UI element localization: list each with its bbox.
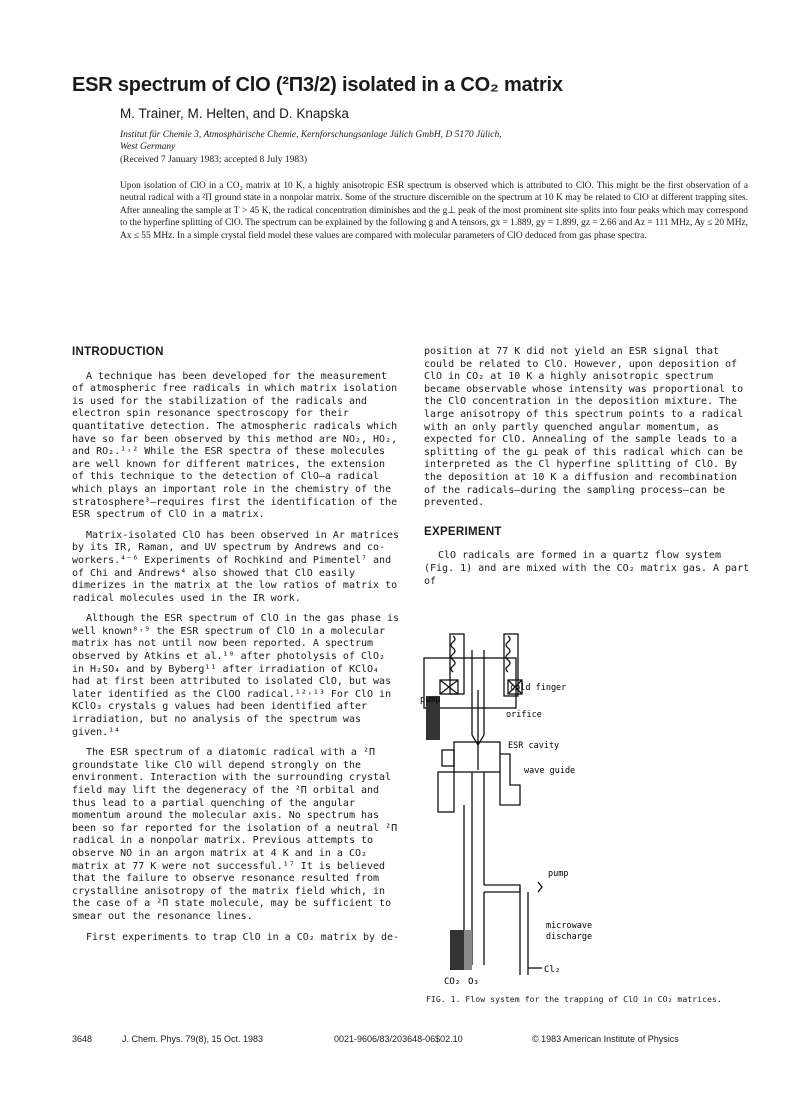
- affiliation-line-2: West Germany: [120, 142, 176, 152]
- intro-paragraph-3: Although the ESR spectrum of ClO in the gas phase is well known⁸˒⁹ the ESR spectrum of ClO in a molecular matrix has not until now been reported. A spectrum observed by Atkins et al.¹⁰ after photolysis of ClO₂ in H₂SO₄ and by Byberg¹¹ after irradiation of KClO₄ had at first been attributed to isolated ClO, but was later identified as the ClOO radical.¹²˒¹³ For ClO in KClO₃ crystals g values had been identified after irradiation, but no analysis of the spectrum was given.¹⁴: [72, 613, 400, 738]
- section-heading-introduction: INTRODUCTION: [72, 346, 164, 358]
- microwave-arrow: [538, 882, 542, 892]
- section-heading-experiment: EXPERIMENT: [424, 525, 502, 538]
- cold-finger-left-coil: [451, 636, 455, 672]
- intro-continued-paragraph: position at 77 K did not yield an ESR signal that could be related to ClO. However, upon deposition of ClO in CO₂ at 10 K a highly anisotropic spectrum became observable whose intensity was proportional to the ClO concentration in the deposition mixture. The large anisotropy of this spectrum points to a radical with an only partly quenched angular momentum, as expected for ClO. Annealing of the sample leads to a splitting of the g⊥ peak of this radical which can be interpreted as the Cl hyperfine splitting of ClO. By the deposition at 10 K a diffusion and recombination of the radicals—during the sampling process—can be prevented.: [424, 346, 744, 509]
- esr-cavity-label: ESR cavity: [508, 741, 560, 751]
- cold-finger-right-coil: [506, 636, 510, 672]
- discharge-label: discharge: [546, 932, 593, 942]
- esr-cavity-port: [442, 750, 454, 766]
- lower-housing: [438, 772, 454, 812]
- pump-right-label: pump: [548, 869, 569, 879]
- cold-finger-label: cold finger: [510, 683, 567, 693]
- paper-title: ESR spectrum of ClO (²Π3/2) isolated in a CO₂ matrix: [72, 74, 563, 96]
- figure-caption: FIG. 1. Flow system for the trapping of ClO in CO₂ matrices.: [426, 994, 722, 1004]
- co2-label: CO₂: [444, 977, 461, 987]
- journal-citation: J. Chem. Phys. 79(8), 15 Oct. 1983: [122, 1034, 264, 1044]
- intro-paragraph-1: A technique has been developed for the measurement of atmospheric free radicals in which matrix isolation is used for the stabilization of the radicals and electron spin resonance spectroscopy for their quantitative detection. The atmospheric radicals which have so far been observed by this method are NO₂, HO₂, and RO₂.¹˒² While the ESR spectra of these molecules are well known for different matrices, the extension of this technique to the detection of ClO—a radical which plays an important role in the chemistry of the stratosphere³—requires first the identification of the ESR spectrum of ClO in a matrix.: [72, 370, 398, 521]
- page-number: 3648: [72, 1034, 93, 1044]
- intro-paragraph-2: Matrix-isolated ClO has been observed in Ar matrices by its IR, Raman, and UV spectrum by Andrews and co-workers.⁴⁻⁶ Experiments of Rochkind and Pimentel⁷ and of Chi and Andrews⁴ also showed that ClO easily dimerizes in the matrix at the low ratios of matrix to radical molecules used in the IR work.: [72, 529, 400, 604]
- pump-left-label: pump: [420, 695, 441, 705]
- o3-label: O₃: [468, 977, 479, 987]
- esr-cavity-body: [454, 742, 500, 772]
- flow-system-figure: [420, 630, 750, 990]
- intro-paragraph-5: First experiments to trap ClO in a CO₂ matrix by de-: [86, 931, 400, 943]
- wave-guide-label: wave guide: [524, 766, 576, 776]
- gas-inlet-hatch-2: [464, 930, 472, 970]
- waveguide: [500, 754, 520, 805]
- right-column: [424, 346, 750, 588]
- affiliation-line-1: Institut für Chemie 3, Atmosphärische Chemie, Kernforschungsanlage Jülich GmbH, D 5170 Jülich,: [120, 130, 502, 140]
- affiliation: [120, 129, 620, 153]
- received-dates: (Received 7 January 1983; accepted 8 July 1983): [120, 155, 308, 165]
- orifice-label: orifice: [506, 710, 542, 720]
- experiment-paragraph-1: ClO radicals are formed in a quartz flow system (Fig. 1) and are mixed with the CO₂ matrix gas. A part of: [424, 550, 750, 587]
- author-list: M. Trainer, M. Helten, and D. Knapska: [120, 106, 349, 121]
- cl2-label: Cl₂: [544, 965, 561, 975]
- copyright-notice: © 1983 American Institute of Physics: [532, 1034, 679, 1044]
- gas-inlet-hatch: [450, 930, 464, 970]
- article-code: 0021-9606/83/203648-06$02.10: [334, 1034, 463, 1044]
- abstract: Upon isolation of ClO in a CO₂ matrix at 10 K, a highly anisotropic ESR spectrum is observed which is attributed to ClO. This might be the first observation of a neutral radical with a ²Π ground state in a nonpolar matrix. Some of the structure discernible on the spectrum at 10 K may be related to ClO at different trapping sites. After annealing the sample at T > 45 K, the radical concentration diminishes and the g⊥ peak of the most prominent site splits into four peaks which may correspond to the hyperfine splitting of ClO. The spectrum can be explained by the following g and A tensors, gx = 1.889, gy = 1.899, gz = 2.66 and Az = 111 MHz, Ay ≤ 20 MHz, Ax ≤ 55 MHz. In a simple crystal field model these values are compared with molecular parameters of ClO deduced from gas phase spectra.: [120, 181, 748, 241]
- intro-paragraph-4: The ESR spectrum of a diatomic radical with a ²Π groundstate like ClO will depend strongly on the environment. Interaction with the surrounding crystal field may lift the degeneracy of the ²Π orbital and thus lead to a partial quenching of the angular momentum around the molecular axis. No spectrum has been so far reported for the isolation of a neutral ²Π radical in a nonpolar matrix. Previous attempts to observe NO in an argon matrix at 4 K and in a CO₂ matrix at 77 K were not successful.¹⁷ It is believed that the failure to observe resonance resulted from crystalline anisotropy of the matrix field which, in the case of a ²Π state molecule, may be sufficient to smear out the resonance lines.: [72, 747, 398, 922]
- left-column: [72, 346, 400, 944]
- pump-branch: [484, 885, 520, 892]
- microwave-label: microwave: [546, 921, 593, 931]
